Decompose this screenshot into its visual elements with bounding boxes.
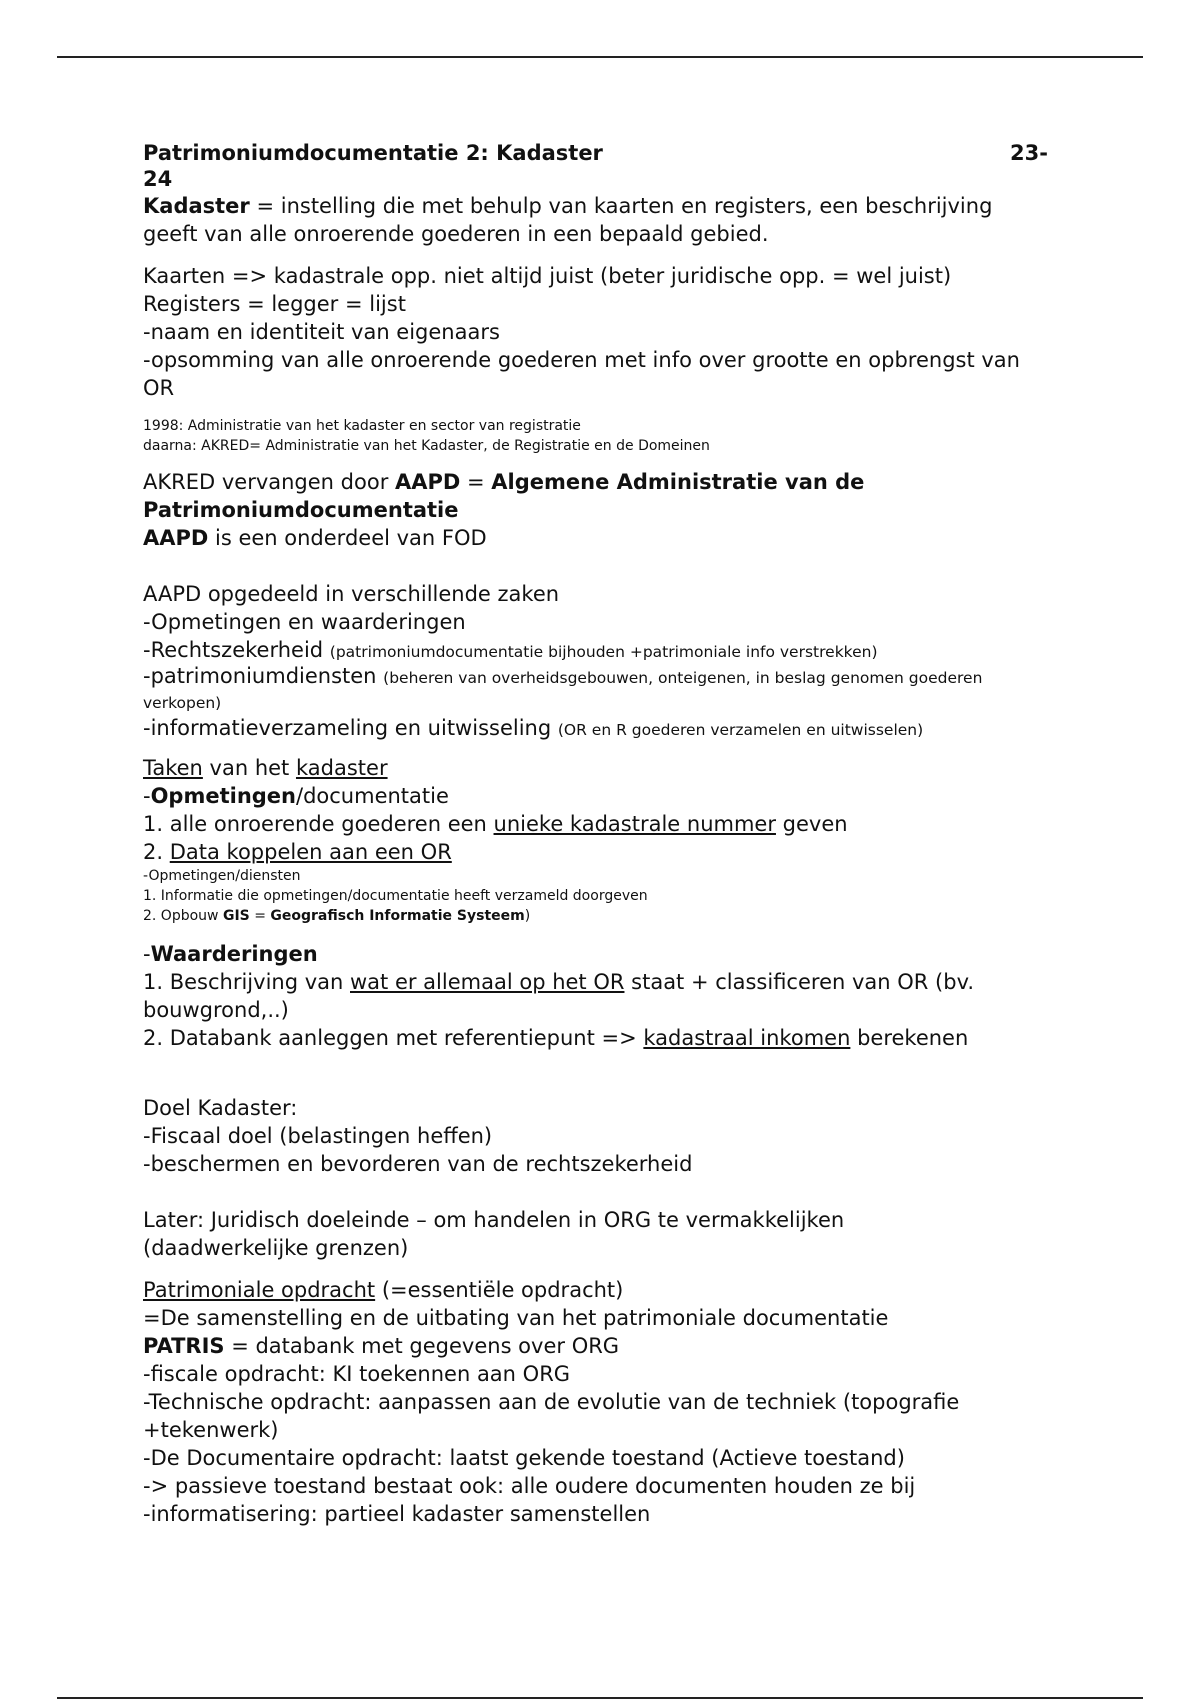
waarderingen-item: [143, 1024, 1048, 1052]
taken-heading-word: kadaster: [295, 756, 388, 780]
opdracht-item: -> passieve toestand bestaat ook: alle oudere documenten houden ze bij: [143, 1474, 916, 1498]
diensten-item: 1. Informatie die opmetingen/documentatie heeft verzameld doorgeven: [143, 888, 648, 904]
registers-line: Registers = legger = lijst: [143, 292, 406, 316]
header-rule: [57, 56, 1143, 58]
aapd-abbr: AAPD: [395, 470, 461, 494]
zaken-item-note: (OR en R goederen verzamelen en uitwisselen): [557, 721, 924, 739]
document-body: [143, 140, 1048, 1528]
patrimoniale-line: =De samenstelling en de uitbating van het patrimoniale documentatie: [143, 1306, 889, 1330]
aapd-full-name: Algemene Administratie van de Patrimoniumdocumentatie: [143, 470, 865, 522]
gis-abbr: GIS: [222, 908, 250, 924]
underlined-text: wat er allemaal op het OR: [350, 970, 625, 994]
year-range-continued: 24: [143, 167, 173, 191]
zaken-item: [143, 664, 1048, 714]
taken-heading-mid: van het: [202, 756, 296, 780]
document-title: [143, 140, 1048, 166]
zaken-item: [143, 636, 1048, 664]
history-section: [143, 416, 1048, 456]
patris-text: = databank met gegevens over ORG: [224, 1334, 620, 1358]
patris-label: PATRIS: [143, 1334, 225, 1358]
zaken-item-main: -patrimoniumdiensten: [143, 664, 384, 688]
zaken-heading: AAPD opgedeeld in verschillende zaken: [143, 582, 560, 606]
register-item: -opsomming van alle onroerende goederen met info over grootte en opbrengst van OR: [143, 348, 1020, 400]
doel-heading: Doel Kadaster:: [143, 1096, 298, 1120]
taken-section: [143, 754, 1048, 926]
history-line: daarna: AKRED= Administratie van het Kadaster, de Registratie en de Domeinen: [143, 438, 710, 454]
opmetingen-item: [143, 838, 1048, 866]
diensten-heading: -Opmetingen/diensten: [143, 868, 301, 884]
opdracht-item: -Technische opdracht: aanpassen aan de evolutie van de techniek (topografie +tekenwerk): [143, 1390, 960, 1442]
opmetingen-item: [143, 810, 1048, 838]
waarderingen-heading: [143, 940, 1048, 968]
aapd-fod-text: is een onderdeel van FOD: [208, 526, 487, 550]
aapd-fod-line: [143, 524, 1048, 552]
text: =: [249, 908, 271, 924]
zaken-item-note: (beheren van overheidsgebouwen, onteigenen, in beslag genomen goederen verkopen): [143, 669, 983, 712]
patrimoniale-heading: [143, 1276, 1048, 1304]
patrimoniale-note: (=essentiële opdracht): [375, 1278, 624, 1302]
footer-rule: [57, 1697, 1143, 1699]
register-item: -naam en identiteit van eigenaars: [143, 320, 500, 344]
doel-section: [143, 1094, 1048, 1178]
waarderingen-item: [143, 968, 1048, 1024]
opmetingen-rest: /documentatie: [296, 784, 449, 808]
underlined-text: unieke kadastrale nummer: [493, 812, 776, 836]
aapd-abbr: AAPD: [143, 526, 209, 550]
underlined-text: Data koppelen aan een OR: [169, 840, 452, 864]
doel-item: -Fiscaal doel (belastingen heffen): [143, 1124, 493, 1148]
opdracht-item: -De Documentaire opdracht: laatst gekende toestand (Actieve toestand): [143, 1446, 905, 1470]
year-range: 23-: [1010, 141, 1048, 165]
history-line: 1998: Administratie van het kadaster en sector van registratie: [143, 418, 581, 434]
text: 2. Opbouw: [143, 908, 223, 924]
doel-item: -beschermen en bevorderen van de rechtszekerheid: [143, 1152, 693, 1176]
text: 2.: [143, 840, 170, 864]
title-text: Patrimoniumdocumentatie 2: Kadaster: [143, 141, 603, 165]
diensten-item: [143, 906, 1048, 926]
underlined-text: kadastraal inkomen: [643, 1026, 851, 1050]
zaken-item-main: -informatieverzameling en uitwisseling: [143, 716, 558, 740]
zaken-item: [143, 714, 1048, 742]
text: staat + classificeren van OR (bv. bouwgrond,..): [143, 970, 975, 1022]
opdracht-item: -fiscale opdracht: KI toekennen aan ORG: [143, 1362, 571, 1386]
maps-registers-section: [143, 262, 1048, 402]
opmetingen-label: Opmetingen: [150, 784, 296, 808]
patrimoniale-label: Patrimoniale opdracht: [143, 1278, 376, 1302]
taken-heading: [143, 754, 1048, 782]
taken-heading-word: Taken: [143, 756, 203, 780]
waarderingen-label: Waarderingen: [150, 942, 318, 966]
zaken-item-main: -Rechtszekerheid: [143, 638, 330, 662]
patrimoniale-section: [143, 1276, 1048, 1528]
text: berekenen: [850, 1026, 969, 1050]
opmetingen-heading: [143, 782, 1048, 810]
later-text: Later: Juridisch doeleinde – om handelen in ORG te vermakkelijken (daadwerkelijke grenzen): [143, 1208, 845, 1260]
opdracht-item: -informatisering: partieel kadaster samenstellen: [143, 1502, 651, 1526]
text: ): [524, 908, 531, 924]
aapd-eq: =: [460, 470, 492, 494]
gis-full-name: Geografisch Informatie Systeem: [270, 908, 525, 924]
definition-term: Kadaster: [143, 194, 250, 218]
kadaster-definition: [143, 192, 1048, 248]
patris-line: [143, 1332, 1048, 1360]
zaken-item: -Opmetingen en waarderingen: [143, 610, 466, 634]
text: geven: [775, 812, 848, 836]
dash: -: [143, 942, 151, 966]
zaken-item-note: (patrimoniumdocumentatie bijhouden +patrimoniale info verstrekken): [329, 643, 878, 661]
aapd-line: [143, 468, 1048, 524]
zaken-section: [143, 580, 1048, 742]
text: 1. Beschrijving van: [143, 970, 350, 994]
waarderingen-section: [143, 940, 1048, 1052]
dash: -: [143, 784, 151, 808]
maps-line: Kaarten => kadastrale opp. niet altijd juist (beter juridische opp. = wel juist): [143, 264, 952, 288]
aapd-section: [143, 468, 1048, 552]
text: 2. Databank aanleggen met referentiepunt =>: [143, 1026, 644, 1050]
aapd-prefix: AKRED vervangen door: [143, 470, 395, 494]
definition-text: = instelling die met behulp van kaarten en registers, een beschrijving geeft van alle onroerende goederen in een bepaald gebied.: [143, 194, 993, 246]
later-section: [143, 1206, 1048, 1262]
text: 1. alle onroerende goederen een: [143, 812, 494, 836]
